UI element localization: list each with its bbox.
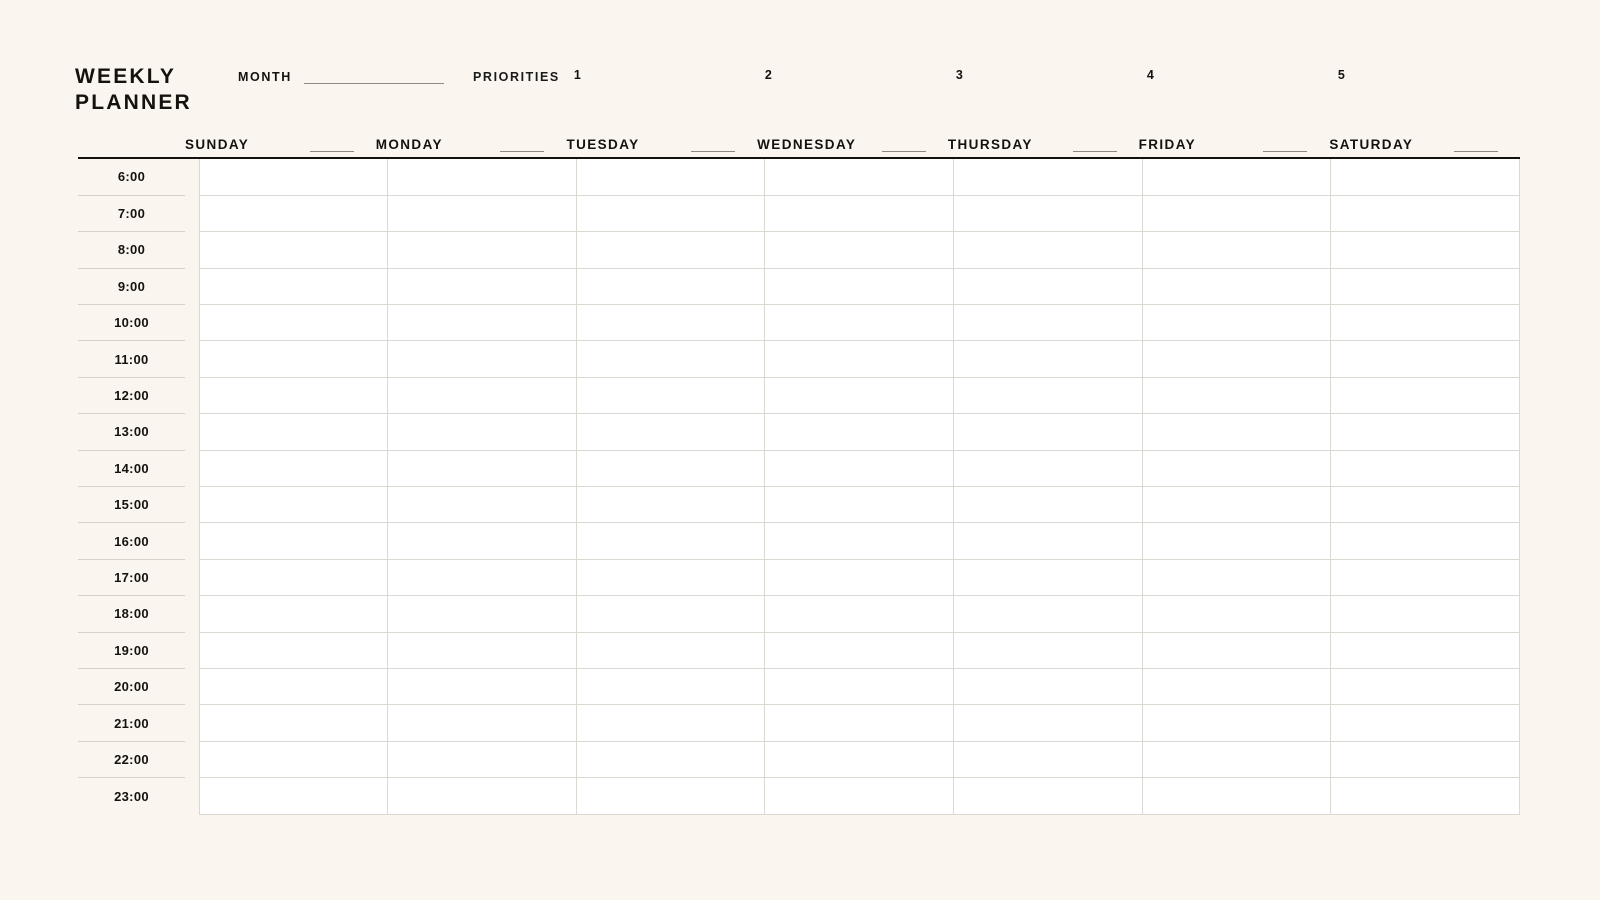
- schedule-cell-thursday-2300[interactable]: [954, 778, 1143, 814]
- schedule-cell-sunday-1500[interactable]: [199, 487, 388, 523]
- grid-gutter: [185, 159, 199, 195]
- schedule-cell-sunday-700[interactable]: [199, 195, 388, 231]
- schedule-cell-saturday-1300[interactable]: [1331, 414, 1520, 450]
- schedule-cell-wednesday-2300[interactable]: [765, 778, 954, 814]
- time-label: 13:00: [78, 414, 185, 450]
- schedule-cell-monday-600[interactable]: [388, 159, 577, 195]
- schedule-cell-saturday-1700[interactable]: [1331, 559, 1520, 595]
- schedule-cell-saturday-2100[interactable]: [1331, 705, 1520, 741]
- schedule-row: [78, 523, 1520, 559]
- grid-gutter: [185, 450, 199, 486]
- time-label: 21:00: [78, 705, 185, 741]
- schedule-cell-thursday-1400[interactable]: [954, 450, 1143, 486]
- schedule-cell-friday-700[interactable]: [1142, 195, 1331, 231]
- grid-gutter: [185, 596, 199, 632]
- grid-gutter: [185, 305, 199, 341]
- schedule-cell-monday-1600[interactable]: [388, 523, 577, 559]
- schedule-cell-tuesday-800[interactable]: [576, 232, 765, 268]
- schedule-cell-friday-800[interactable]: [1142, 232, 1331, 268]
- schedule-cell-saturday-600[interactable]: [1331, 159, 1520, 195]
- schedule-cell-friday-1300[interactable]: [1142, 414, 1331, 450]
- schedule-cell-tuesday-2000[interactable]: [576, 668, 765, 704]
- schedule-row: [78, 159, 1520, 195]
- schedule-cell-saturday-1400[interactable]: [1331, 450, 1520, 486]
- day-date-input-saturday[interactable]: [1454, 151, 1498, 152]
- schedule-cell-thursday-1200[interactable]: [954, 377, 1143, 413]
- day-date-input-sunday[interactable]: [310, 151, 354, 152]
- day-date-input-wednesday[interactable]: [882, 151, 926, 152]
- day-header-friday: [1139, 132, 1330, 156]
- page-title-line-1: WEEKLY: [75, 65, 177, 88]
- schedule-cell-wednesday-800[interactable]: [765, 232, 954, 268]
- grid-gutter: [185, 341, 199, 377]
- schedule-row: [78, 450, 1520, 486]
- grid-gutter: [185, 268, 199, 304]
- schedule-cell-sunday-1900[interactable]: [199, 632, 388, 668]
- schedule-row: [78, 668, 1520, 704]
- schedule-cell-wednesday-900[interactable]: [765, 268, 954, 304]
- time-label: 22:00: [78, 741, 185, 777]
- schedule-cell-friday-1600[interactable]: [1142, 523, 1331, 559]
- schedule-cell-monday-1000[interactable]: [388, 305, 577, 341]
- time-label: 23:00: [78, 778, 185, 814]
- schedule-cell-monday-1100[interactable]: [388, 341, 577, 377]
- schedule-row: [78, 559, 1520, 595]
- schedule-cell-wednesday-1500[interactable]: [765, 487, 954, 523]
- day-header-monday: [376, 132, 567, 156]
- schedule-cell-thursday-1100[interactable]: [954, 341, 1143, 377]
- schedule-cell-thursday-1300[interactable]: [954, 414, 1143, 450]
- day-date-input-friday[interactable]: [1263, 151, 1307, 152]
- grid-gutter: [185, 232, 199, 268]
- priority-number-5: 5: [1337, 68, 1345, 82]
- schedule-row: [78, 741, 1520, 777]
- schedule-cell-saturday-1100[interactable]: [1331, 341, 1520, 377]
- schedule-cell-saturday-800[interactable]: [1331, 232, 1520, 268]
- schedule-cell-friday-2200[interactable]: [1142, 741, 1331, 777]
- day-label-wednesday: WEDNESDAY: [757, 136, 857, 152]
- schedule-cell-saturday-2300[interactable]: [1331, 778, 1520, 814]
- schedule-row: [78, 341, 1520, 377]
- schedule-cell-friday-1100[interactable]: [1142, 341, 1331, 377]
- day-header-saturday: [1329, 132, 1520, 156]
- priorities-field-group: [473, 70, 1529, 84]
- schedule-cell-wednesday-1800[interactable]: [765, 596, 954, 632]
- day-label-friday: FRIDAY: [1138, 136, 1197, 152]
- grid-gutter: [185, 195, 199, 231]
- schedule-row: [78, 195, 1520, 231]
- grid-gutter: [185, 523, 199, 559]
- schedule-cell-tuesday-2300[interactable]: [576, 778, 765, 814]
- schedule-cell-saturday-1200[interactable]: [1331, 377, 1520, 413]
- priority-number-2: 2: [764, 68, 772, 82]
- priority-number-4: 4: [1146, 68, 1154, 82]
- schedule-cell-sunday-2000[interactable]: [199, 668, 388, 704]
- time-label: 20:00: [78, 668, 185, 704]
- time-label: 9:00: [78, 268, 185, 304]
- schedule-cell-saturday-700[interactable]: [1331, 195, 1520, 231]
- day-header-thursday: [948, 132, 1139, 156]
- schedule-cell-monday-1800[interactable]: [388, 596, 577, 632]
- schedule-cell-friday-900[interactable]: [1142, 268, 1331, 304]
- day-header-wednesday: [757, 132, 948, 156]
- schedule-cell-thursday-2100[interactable]: [954, 705, 1143, 741]
- grid-gutter: [185, 632, 199, 668]
- day-date-input-monday[interactable]: [500, 151, 544, 152]
- schedule-cell-friday-1000[interactable]: [1142, 305, 1331, 341]
- schedule-cell-sunday-1100[interactable]: [199, 341, 388, 377]
- schedule-cell-thursday-1600[interactable]: [954, 523, 1143, 559]
- schedule-cell-thursday-1900[interactable]: [954, 632, 1143, 668]
- schedule-row: [78, 268, 1520, 304]
- schedule-cell-friday-1400[interactable]: [1142, 450, 1331, 486]
- schedule-cell-monday-1700[interactable]: [388, 559, 577, 595]
- schedule-cell-tuesday-1700[interactable]: [576, 559, 765, 595]
- schedule-cell-friday-600[interactable]: [1142, 159, 1331, 195]
- day-label-saturday: SATURDAY: [1329, 136, 1414, 152]
- schedule-cell-thursday-700[interactable]: [954, 195, 1143, 231]
- schedule-cell-tuesday-700[interactable]: [576, 195, 765, 231]
- grid-gutter: [185, 377, 199, 413]
- schedule-cell-monday-1500[interactable]: [388, 487, 577, 523]
- schedule-cell-sunday-900[interactable]: [199, 268, 388, 304]
- schedule-cell-sunday-1800[interactable]: [199, 596, 388, 632]
- schedule-cell-tuesday-1000[interactable]: [576, 305, 765, 341]
- schedule-grid: [78, 159, 1520, 815]
- schedule-cell-friday-1200[interactable]: [1142, 377, 1331, 413]
- schedule-cell-thursday-1000[interactable]: [954, 305, 1143, 341]
- schedule-cell-sunday-1600[interactable]: [199, 523, 388, 559]
- schedule-cell-wednesday-1900[interactable]: [765, 632, 954, 668]
- time-label: 10:00: [78, 305, 185, 341]
- schedule-cell-saturday-1000[interactable]: [1331, 305, 1520, 341]
- schedule-cell-monday-700[interactable]: [388, 195, 577, 231]
- schedule-grid-wrapper: [78, 159, 1520, 815]
- schedule-cell-saturday-1600[interactable]: [1331, 523, 1520, 559]
- priority-number-3: 3: [955, 68, 963, 82]
- schedule-cell-sunday-1000[interactable]: [199, 305, 388, 341]
- schedule-cell-sunday-1400[interactable]: [199, 450, 388, 486]
- schedule-cell-wednesday-700[interactable]: [765, 195, 954, 231]
- month-field: [238, 70, 444, 84]
- time-label: 16:00: [78, 523, 185, 559]
- day-date-input-tuesday[interactable]: [691, 151, 735, 152]
- schedule-row: [78, 305, 1520, 341]
- schedule-cell-saturday-1900[interactable]: [1331, 632, 1520, 668]
- schedule-cell-wednesday-1000[interactable]: [765, 305, 954, 341]
- schedule-cell-tuesday-1200[interactable]: [576, 377, 765, 413]
- schedule-cell-saturday-2000[interactable]: [1331, 668, 1520, 704]
- schedule-cell-tuesday-1100[interactable]: [576, 341, 765, 377]
- schedule-cell-monday-900[interactable]: [388, 268, 577, 304]
- schedule-cell-friday-2300[interactable]: [1142, 778, 1331, 814]
- schedule-cell-friday-1500[interactable]: [1142, 487, 1331, 523]
- schedule-cell-wednesday-2000[interactable]: [765, 668, 954, 704]
- schedule-cell-monday-800[interactable]: [388, 232, 577, 268]
- time-label: 7:00: [78, 195, 185, 231]
- time-label: 18:00: [78, 596, 185, 632]
- schedule-cell-friday-1800[interactable]: [1142, 596, 1331, 632]
- schedule-cell-wednesday-2200[interactable]: [765, 741, 954, 777]
- schedule-cell-sunday-2100[interactable]: [199, 705, 388, 741]
- schedule-cell-sunday-2300[interactable]: [199, 778, 388, 814]
- schedule-cell-thursday-900[interactable]: [954, 268, 1143, 304]
- schedule-cell-monday-2100[interactable]: [388, 705, 577, 741]
- schedule-cell-tuesday-900[interactable]: [576, 268, 765, 304]
- time-label: 6:00: [78, 159, 185, 195]
- schedule-cell-sunday-1200[interactable]: [199, 377, 388, 413]
- schedule-cell-monday-2200[interactable]: [388, 741, 577, 777]
- planner-header: [75, 58, 1525, 118]
- schedule-cell-tuesday-2200[interactable]: [576, 741, 765, 777]
- time-label: 15:00: [78, 487, 185, 523]
- schedule-cell-thursday-1800[interactable]: [954, 596, 1143, 632]
- grid-gutter: [185, 668, 199, 704]
- schedule-cell-thursday-2000[interactable]: [954, 668, 1143, 704]
- day-header-row: [185, 132, 1520, 156]
- schedule-cell-thursday-1500[interactable]: [954, 487, 1143, 523]
- schedule-cell-monday-1300[interactable]: [388, 414, 577, 450]
- schedule-cell-wednesday-1700[interactable]: [765, 559, 954, 595]
- day-label-tuesday: TUESDAY: [566, 136, 640, 152]
- time-label: 12:00: [78, 377, 185, 413]
- priorities-label: PRIORITIES: [473, 70, 560, 84]
- schedule-cell-sunday-1300[interactable]: [199, 414, 388, 450]
- schedule-cell-sunday-600[interactable]: [199, 159, 388, 195]
- schedule-row: [78, 377, 1520, 413]
- day-label-sunday: SUNDAY: [185, 136, 250, 152]
- schedule-cell-tuesday-1900[interactable]: [576, 632, 765, 668]
- time-label: 19:00: [78, 632, 185, 668]
- schedule-cell-friday-2000[interactable]: [1142, 668, 1331, 704]
- schedule-row: [78, 705, 1520, 741]
- schedule-cell-thursday-600[interactable]: [954, 159, 1143, 195]
- day-label-thursday: THURSDAY: [947, 136, 1033, 152]
- time-label: 17:00: [78, 559, 185, 595]
- schedule-cell-tuesday-1400[interactable]: [576, 450, 765, 486]
- schedule-cell-friday-1700[interactable]: [1142, 559, 1331, 595]
- grid-gutter: [185, 487, 199, 523]
- schedule-cell-wednesday-1300[interactable]: [765, 414, 954, 450]
- schedule-row: [78, 596, 1520, 632]
- schedule-cell-saturday-1800[interactable]: [1331, 596, 1520, 632]
- schedule-cell-monday-1200[interactable]: [388, 377, 577, 413]
- schedule-cell-friday-1900[interactable]: [1142, 632, 1331, 668]
- schedule-cell-monday-2300[interactable]: [388, 778, 577, 814]
- schedule-cell-saturday-1500[interactable]: [1331, 487, 1520, 523]
- schedule-cell-wednesday-1200[interactable]: [765, 377, 954, 413]
- schedule-cell-wednesday-1400[interactable]: [765, 450, 954, 486]
- schedule-cell-saturday-2200[interactable]: [1331, 741, 1520, 777]
- day-label-monday: MONDAY: [375, 136, 443, 152]
- grid-gutter: [185, 705, 199, 741]
- grid-gutter: [185, 778, 199, 814]
- schedule-cell-friday-2100[interactable]: [1142, 705, 1331, 741]
- schedule-row: [78, 414, 1520, 450]
- month-label: MONTH: [238, 70, 292, 84]
- page-title-line-2: PLANNER: [75, 91, 192, 115]
- schedule-cell-monday-2000[interactable]: [388, 668, 577, 704]
- schedule-row: [78, 232, 1520, 268]
- schedule-cell-thursday-2200[interactable]: [954, 741, 1143, 777]
- schedule-row: [78, 487, 1520, 523]
- grid-gutter: [185, 559, 199, 595]
- schedule-cell-saturday-900[interactable]: [1331, 268, 1520, 304]
- time-label: 8:00: [78, 232, 185, 268]
- time-label: 11:00: [78, 341, 185, 377]
- schedule-cell-tuesday-600[interactable]: [576, 159, 765, 195]
- schedule-cell-monday-1900[interactable]: [388, 632, 577, 668]
- schedule-cell-monday-1400[interactable]: [388, 450, 577, 486]
- day-header-tuesday: [566, 132, 757, 156]
- priority-number-1: 1: [573, 68, 581, 82]
- schedule-cell-wednesday-1100[interactable]: [765, 341, 954, 377]
- schedule-cell-tuesday-1800[interactable]: [576, 596, 765, 632]
- schedule-cell-tuesday-1600[interactable]: [576, 523, 765, 559]
- schedule-cell-sunday-1700[interactable]: [199, 559, 388, 595]
- grid-gutter: [185, 741, 199, 777]
- schedule-row: [78, 632, 1520, 668]
- grid-gutter: [185, 414, 199, 450]
- schedule-cell-thursday-1700[interactable]: [954, 559, 1143, 595]
- schedule-cell-sunday-2200[interactable]: [199, 741, 388, 777]
- schedule-cell-tuesday-2100[interactable]: [576, 705, 765, 741]
- schedule-row: [78, 778, 1520, 814]
- month-input[interactable]: [304, 72, 444, 84]
- time-label: 14:00: [78, 450, 185, 486]
- schedule-cell-wednesday-1600[interactable]: [765, 523, 954, 559]
- schedule-cell-tuesday-1500[interactable]: [576, 487, 765, 523]
- day-header-sunday: [185, 132, 376, 156]
- schedule-cell-sunday-800[interactable]: [199, 232, 388, 268]
- schedule-cell-wednesday-600[interactable]: [765, 159, 954, 195]
- schedule-cell-thursday-800[interactable]: [954, 232, 1143, 268]
- schedule-cell-wednesday-2100[interactable]: [765, 705, 954, 741]
- schedule-cell-tuesday-1300[interactable]: [576, 414, 765, 450]
- day-date-input-thursday[interactable]: [1073, 151, 1117, 152]
